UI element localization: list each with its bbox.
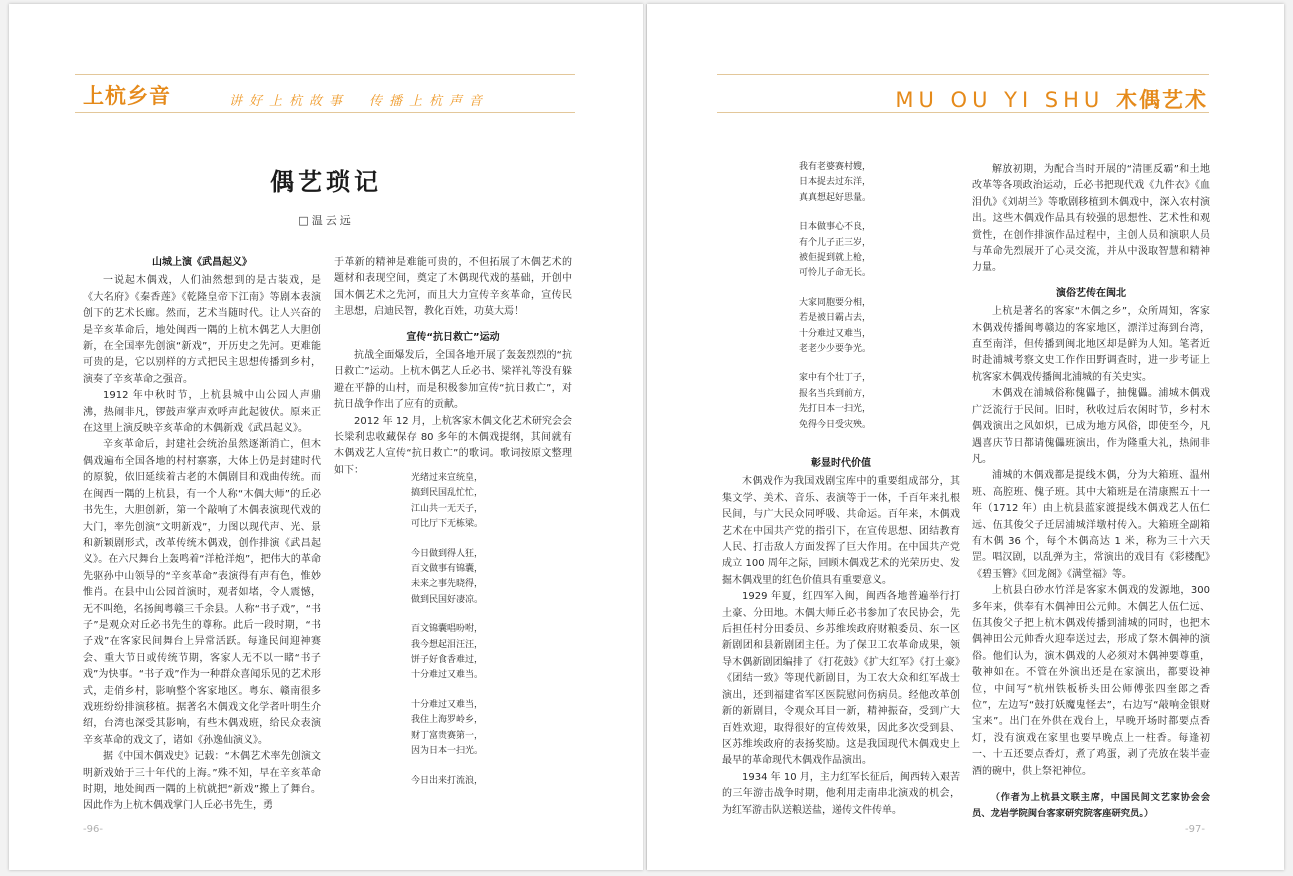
poem-line: 大家同胞要分相， xyxy=(799,297,872,308)
paragraph: 1934 年 10 月，主力红军长征后，闽西转入艰苦的三年游击战争时期，他利用走南串北演戏的机会，为红军游击队送粮送盐，递传文件传单。 xyxy=(722,771,960,816)
section-heading: 山城上演《武昌起义》 xyxy=(152,257,252,268)
poem-line: 百文做事有锦囊， xyxy=(411,564,484,575)
poem-line: 可比厅下无栋梁。 xyxy=(411,519,484,530)
column-1 xyxy=(83,255,321,815)
section-heading: 彰显时代价值 xyxy=(811,458,871,469)
paragraph: 一说起木偶戏，人们油然想到的是古装戏，是《大名府》《秦香莲》《乾隆皇帝下江南》等剧本表演创下的艺术长廊。然而，艺术当随时代。让人兴奋的是辛亥革命后，地处闽西一隅的上杭木偶艺人大胆创新，在全国率先创演“新戏”，开历史之先河。更难能可贵的是，它以别样的方式把民主思想传播到乡村，演奏了辛亥革命之强音。 xyxy=(83,275,321,385)
section-heading: 演俗艺传在闽北 xyxy=(1056,287,1126,299)
paragraph: 1912 年中秋时节，上杭县城中山公园人声鼎沸，热闹非凡，锣鼓声掌声欢呼声此起彼伏。原来正在这里上演反映辛亥革命的木偶新戏《武昌起义》。 xyxy=(83,390,321,435)
paragraph: 2012 年 12 月，上杭客家木偶文化艺术研究会会长梁利忠收藏保存 80 多年的木偶戏提纲，其间就有木偶戏艺人宣传“抗日救亡”的歌词。歌词按原文整理如下： xyxy=(334,415,572,476)
poem-line: 有个儿子正三岁， xyxy=(799,237,872,248)
poem-line: 免得今日受灾殃。 xyxy=(799,419,872,430)
poem-stanza xyxy=(411,698,483,760)
poem-line: 十分难过又难当， xyxy=(799,328,872,339)
poem-line: 财丁富贵赛第一， xyxy=(411,730,484,741)
page-number-left: -96- xyxy=(83,824,103,835)
magazine-slogan: 讲好上杭故事 传播上杭声音 xyxy=(229,94,490,109)
poem-line: 日本做事心不良， xyxy=(799,222,872,233)
poem-line: 百文锦囊唱吩咐， xyxy=(411,624,484,635)
paragraph: 上杭是著名的客家“木偶之乡”，众所周知，客家木偶戏传播闽粤赣边的客家地区，漂洋过海到台湾，直至南洋，但传播到闽北地区却是鲜为人知。笔者近时赴浦城考察文史工作作田野调查时，进一步考证上杭客家木偶戏传播闽北浦城的有关史实。 xyxy=(972,306,1210,383)
header-rule-top xyxy=(717,74,1209,75)
poem-line: 十分难过又难当。 xyxy=(411,670,484,681)
poem-stanza xyxy=(411,471,483,533)
column-2 xyxy=(334,255,572,479)
paragraph: 据《中国木偶戏史》记载：“木偶艺术率先创演文明新戏始于三十年代的上海。”殊不知，早在辛亥革命时期，地处闽西一隅的上杭就把“新戏”搬上了舞台。因此作为上杭木偶戏掌门人丘必书先生，勇 xyxy=(83,751,321,812)
poem-stanza xyxy=(799,220,871,282)
article-author: □温云远 xyxy=(298,214,354,227)
poem-line: 可怜儿子命无长。 xyxy=(799,268,872,279)
poem-stanza xyxy=(411,547,483,609)
paragraph: 木偶戏作为我国戏剧宝库中的重要组成部分，其集文学、美术、音乐、表演等于一体，千百年来扎根民间，与广大民众同呼吸、共命运。百年来，木偶戏艺术在中国共产党的指引下，在宣传思想、团结教育人民、打击敌人方面发挥了巨大作用。在中国共产党成立 100 周年之际，回顾木偶戏艺术的光荣历史、发掘木偶戏里的红色价值具有重要意义。 xyxy=(722,476,960,586)
left-page xyxy=(9,4,643,870)
poem-line: 先打日本一扫光， xyxy=(799,404,872,415)
poem-line: 未来之事先晓得， xyxy=(411,579,484,590)
poem-line: 日本捉去过东洋， xyxy=(799,177,872,188)
column-3 xyxy=(722,456,960,819)
section-title-latin: MU OU YI SHU xyxy=(895,88,1105,112)
header-rule-bottom xyxy=(75,112,575,113)
poem-line: 老老少少要争光。 xyxy=(799,344,872,355)
page-number-right: -97- xyxy=(1185,824,1205,835)
poem-line: 今日出来打流浪， xyxy=(411,775,484,786)
poem-line: 做到民国好凄凉。 xyxy=(411,594,484,605)
poem-line: 我有老婆赛村嫂， xyxy=(799,162,872,172)
section-title xyxy=(895,84,1208,114)
header-rule-top xyxy=(75,74,575,75)
poem-line: 家中有个壮丁子， xyxy=(799,373,872,384)
poem-stanza xyxy=(799,160,871,206)
paragraph: 于革新的精神是难能可贵的，不但拓展了木偶艺术的题材和表现空间，奠定了木偶现代戏的基础，开创中国木偶艺术之先河，而且大力宣传辛亥革命，宣传民主思想，启迪民智，教化百姓，功莫大焉！ xyxy=(334,257,572,318)
article-title: 偶艺琐记 xyxy=(270,167,382,196)
author-note: （作者为上杭县文联主席，中国民间文艺家协会会员、龙岩学院闽台客家研究院客座研究员。） xyxy=(972,792,1210,820)
poem-line: 江山共一无天子， xyxy=(411,503,484,514)
paragraph: 浦城的木偶戏都是提线木偶，分为大箱班、温州班、高腔班、傀子班。其中大箱班是在清康熙五十一年（1712 年）由上杭县蓝家渡提线木偶戏艺人伍仁远、伍其俊父子迁居浦城洋墩村传入。大箱班全副箱有木偶 36 个，每个木偶高达 1 米，称为三十六天罡。唱汉剧，以乱弹为主，常演出的戏目有《彩楼配》《碧玉簪》《回龙阁》《满堂福》等。 xyxy=(972,470,1210,580)
poem-line: 饼子好食香难过， xyxy=(411,655,484,666)
poem-line: 因为日本一扫光。 xyxy=(411,746,484,757)
poem-right xyxy=(799,160,871,447)
paragraph: 上杭县白砂水竹洋是客家木偶戏的发源地，300 多年来，供奉有木偶神田公元帅。木偶艺人伍仁远、伍其俊父子把上杭木偶戏传播到浦城的同时，也把木偶神田公元帅香火迎奉送过去，形成了祭木偶神的演俗。他们认为，演木偶戏的人必须对木偶神要尊重，敬神如在。不管在外演出还是在家演出，都要设神位，中间写“杭州铁板桥头田公师傅张四奎郎之香位”，左边写“鼓打妖魔鬼怪去”，右边写“敲响金银财宝来”。出门在外供在戏台上，早晚开场时都要点香灯，没有演戏在家里也要早晚点上一柱香。每逢初一、十五还要点香灯，煮了鸡蛋，剥了壳放在装半壶酒的碗中，供上祭祀神位。 xyxy=(972,585,1210,777)
section-heading: 宣传“抗日救亡”运动 xyxy=(406,331,500,343)
poem-stanza xyxy=(799,371,871,433)
poem-stanza xyxy=(799,296,871,358)
right-page xyxy=(647,4,1284,870)
poem-stanza xyxy=(411,774,483,789)
poem-line: 真真想起好思量。 xyxy=(799,192,872,203)
paragraph: 抗战全面爆发后，全国各地开展了轰轰烈烈的“抗日救亡”运动。上杭木偶艺人丘必书、梁祥礼等没有躲避在平静的山村，而是积极参加宣传“抗日救亡”，对抗日战争作出了应有的贡献。 xyxy=(334,350,572,411)
poem-line: 报名当兵到前方， xyxy=(799,388,872,399)
poem-line: 搞到民国乱忙忙， xyxy=(411,488,484,499)
paragraph: 辛亥革命后，封建社会统治虽然逐渐消亡，但木偶戏遍布全国各地的村村寨寨，大体上仍是封建时代的原貌，依旧延续着古老的木偶剧目和戏曲传统。而在闽西一隅的上杭县，有一个人称“木偶大师”的丘必书先生，大胆创新，第一个敲响了木偶表演现代戏的大门，率先创演“文明新戏”，力图以现代声、光、景和新颖剧形式，改革传统木偶戏，创作排演《武昌起义》。在六尺舞台上轰鸣着“洋枪洋炮”，把伟大的革命先驱孙中山领导的“辛亥革命”表演得有声有色，惟妙惟肖。在县中山公园首演时，观者如堵，令人震憾，无不叫绝，名扬闽粤赣三千余县。人称“书子戏”，“书子”是观众对丘必书先生的尊称。此后一段时期，“书子戏”在客家民间舞台上异常活跃。每逢民间迎神赛会、重大节日或传统节期，客家人无不以一睹“书子戏”为快事。“书子戏”作为一种群众喜闻乐见的艺术形式，走俏乡村，影响整个客家地区。粤东、赣南很多戏班纷纷排演移植。据著名木偶戏文化学者叶明生介绍，台湾也深受其影响，有些木偶戏班，给民众表演辛亥革命的戏文了，诸如《孙逸仙演义》。 xyxy=(83,439,321,746)
paragraph: 木偶戏在浦城俗称傀儡子，抽傀儡。浦城木偶戏广泛流行于民间。旧时，秋收过后农闲时节，乡村木偶戏演出之风如炽，已成为地方风俗，即使至今，凡遇喜庆节日都请傀儡班演出，作为隆重大礼，热闹非凡。 xyxy=(972,388,1210,465)
section-title-cn: 木偶艺术 xyxy=(1116,88,1208,112)
column-4 xyxy=(972,162,1210,822)
poem-line: 今日做到得人狂， xyxy=(411,548,484,559)
paragraph: 解放初期，为配合当时开展的“清匪反霸”和土地改革等各项政治运动，丘必书把现代戏《九件衣》《血泪仇》《刘胡兰》等歌剧移植到木偶戏中，深入农村演出。这些木偶戏作品具有较强的思想性、艺术性和观赏性，在创作排演作品过程中，主创人员和演职人员与革命先烈展开了心灵交流，并从中汲取智慧和精神力量。 xyxy=(972,164,1210,274)
poem-line: 被佢捉到就上枪， xyxy=(799,253,872,264)
poem-left xyxy=(411,471,483,803)
poem-line: 我住上海罗岭乡， xyxy=(411,715,484,726)
poem-line: 十分难过又难当， xyxy=(411,699,484,710)
poem-line: 我今想起泪汪汪， xyxy=(411,639,484,650)
magazine-brand: 上杭乡音 xyxy=(83,83,171,108)
paragraph: 1929 年夏，红四军入闽，闽西各地普遍举行打土豪、分田地。木偶大师丘必书参加了农民协会，先后担任村分田委员、乡苏维埃政府财粮委员、东一区新剧团和县新剧团主任。为了保卫工农革命成果，领导木偶新剧团编排了《打花鼓》《扩大红军》《打土豪》《团结一致》等现代新剧目，为工农大众和红军战士演出，还到福建省军区医院慰问伤病员。经他改革创新的新剧目，令观众耳目一新，精神振奋，受到广大百姓欢迎，取得很好的宣传效果，因此多次受到县、区苏维埃政府的表扬奖励。这是我国现代木偶戏史上最早的革命现代木偶戏作品演出。 xyxy=(722,591,960,767)
poem-line: 光绪过来宣统皇， xyxy=(411,473,484,483)
poem-stanza xyxy=(411,622,483,684)
poem-line: 若是被日霸占去， xyxy=(799,313,872,324)
